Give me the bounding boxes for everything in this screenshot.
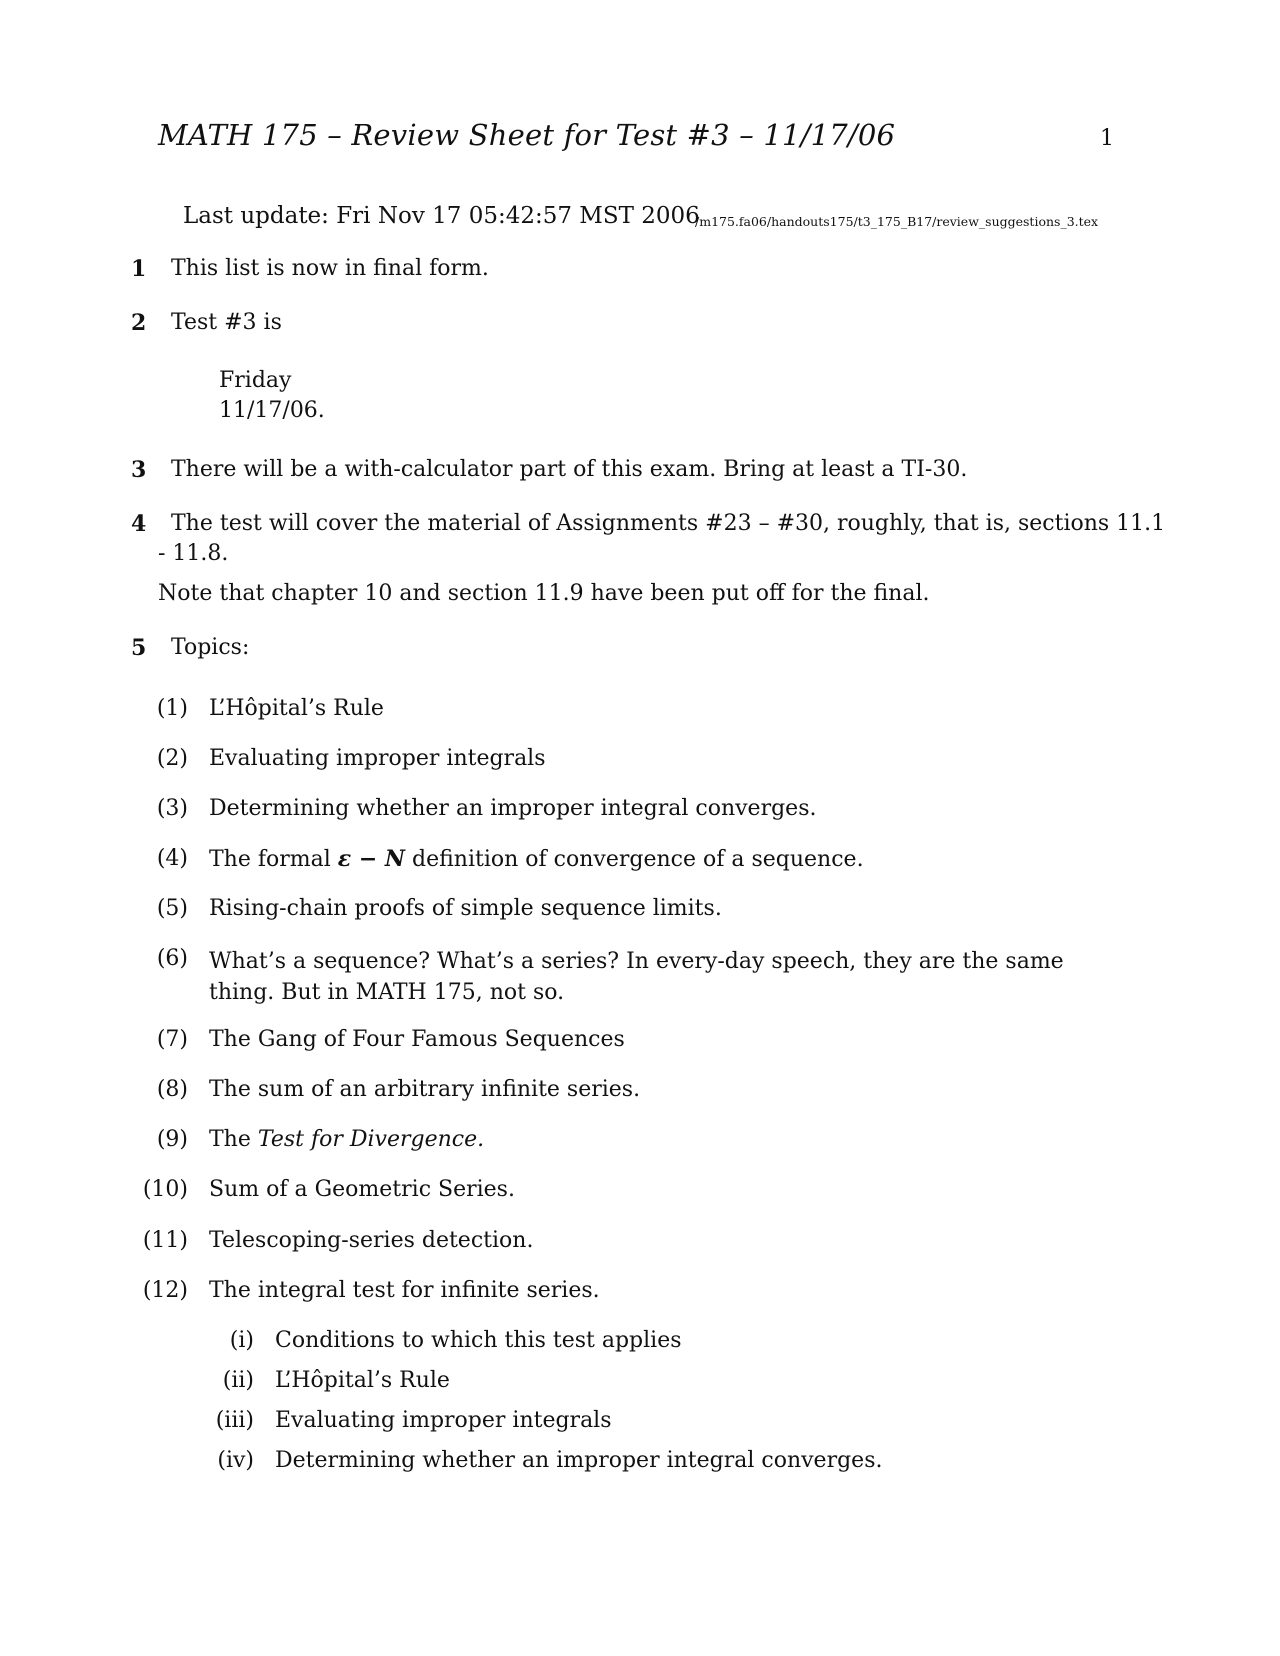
- last-update-line: Last update: Fri Nov 17 05:42:57 MST 2006: [183, 203, 700, 229]
- topic-prefix: The formal: [209, 847, 331, 872]
- topic-label: (5): [156, 896, 188, 921]
- test-for-divergence: Test for Divergence.: [257, 1127, 485, 1152]
- topic-text: The Gang of Four Famous Sequences: [209, 1027, 625, 1052]
- epsilon-n-formula: ε − N: [337, 846, 406, 872]
- topic-label: (4): [156, 846, 188, 871]
- topic-label: (2): [156, 746, 188, 771]
- topic-label: (1): [156, 696, 188, 721]
- topic-text: Evaluating improper integrals: [209, 746, 546, 771]
- topic-label: (11): [142, 1228, 188, 1253]
- subtopic-text: Conditions to which this test applies: [275, 1328, 682, 1353]
- topic-label: (10): [142, 1177, 188, 1202]
- topic-label: (12): [142, 1278, 188, 1303]
- item-text: This list is now in final form.: [171, 256, 489, 281]
- subtopic-text: L’Hôpital’s Rule: [275, 1368, 450, 1393]
- item-number: 4: [131, 511, 147, 537]
- item-number: 5: [131, 635, 147, 661]
- item-text-line-1: The test will cover the material of Assignments #23 – #30, roughly, that is, sections 11.1: [171, 511, 1166, 536]
- subtopic-label: (iii): [215, 1408, 254, 1433]
- subtopic-label: (i): [229, 1328, 254, 1353]
- item-number: 1: [131, 256, 147, 282]
- topic-text: Rising-chain proofs of simple sequence limits.: [209, 896, 722, 921]
- item-text-line-2: - 11.8.: [158, 541, 229, 566]
- subtopic-label: (ii): [222, 1368, 254, 1393]
- subtopic-text: Determining whether an improper integral converges.: [275, 1448, 883, 1473]
- subtopic-text: Evaluating improper integrals: [275, 1408, 612, 1433]
- topic-text: The integral test for infinite series.: [209, 1278, 600, 1303]
- topic-label: (9): [156, 1127, 188, 1152]
- topic-label: (7): [156, 1027, 188, 1052]
- topic-label: (3): [156, 796, 188, 821]
- item-number: 2: [131, 310, 147, 336]
- topic-suffix: definition of convergence of a sequence.: [412, 847, 864, 872]
- topic-prefix: The: [209, 1127, 251, 1152]
- subtopic-label: (iv): [217, 1448, 254, 1473]
- topic-text: Telescoping-series detection.: [209, 1228, 534, 1253]
- file-path: /m175.fa06/handouts175/t3_175_B17/review_suggestions_3.tex: [695, 214, 1099, 229]
- topic-text: What’s a sequence? What’s a series? In every-day speech, they are the same thing. But in MATH 175, not so.: [209, 949, 1064, 1005]
- page-number: 1: [1100, 126, 1114, 151]
- item-note: Note that chapter 10 and section 11.9 have been put off for the final.: [158, 581, 930, 606]
- item-number: 3: [131, 457, 147, 483]
- item-text: There will be a with-calculator part of this exam. Bring at least a TI-30.: [171, 457, 968, 482]
- item-text: Topics:: [171, 635, 250, 660]
- topic-text: [209, 846, 864, 872]
- topic-text: L’Hôpital’s Rule: [209, 696, 384, 721]
- topic-text: Sum of a Geometric Series.: [209, 1177, 515, 1202]
- page-title: MATH 175 – Review Sheet for Test #3 – 11/17/06: [158, 118, 896, 152]
- item-text: Test #3 is: [171, 310, 282, 335]
- test-day: Friday: [219, 368, 292, 393]
- topic-text: The sum of an arbitrary infinite series.: [209, 1077, 641, 1102]
- topic-text: [209, 1127, 484, 1152]
- topic-text: Determining whether an improper integral converges.: [209, 796, 817, 821]
- test-date: 11/17/06.: [219, 398, 325, 423]
- topic-label: (6): [156, 946, 188, 971]
- topic-label: (8): [156, 1077, 188, 1102]
